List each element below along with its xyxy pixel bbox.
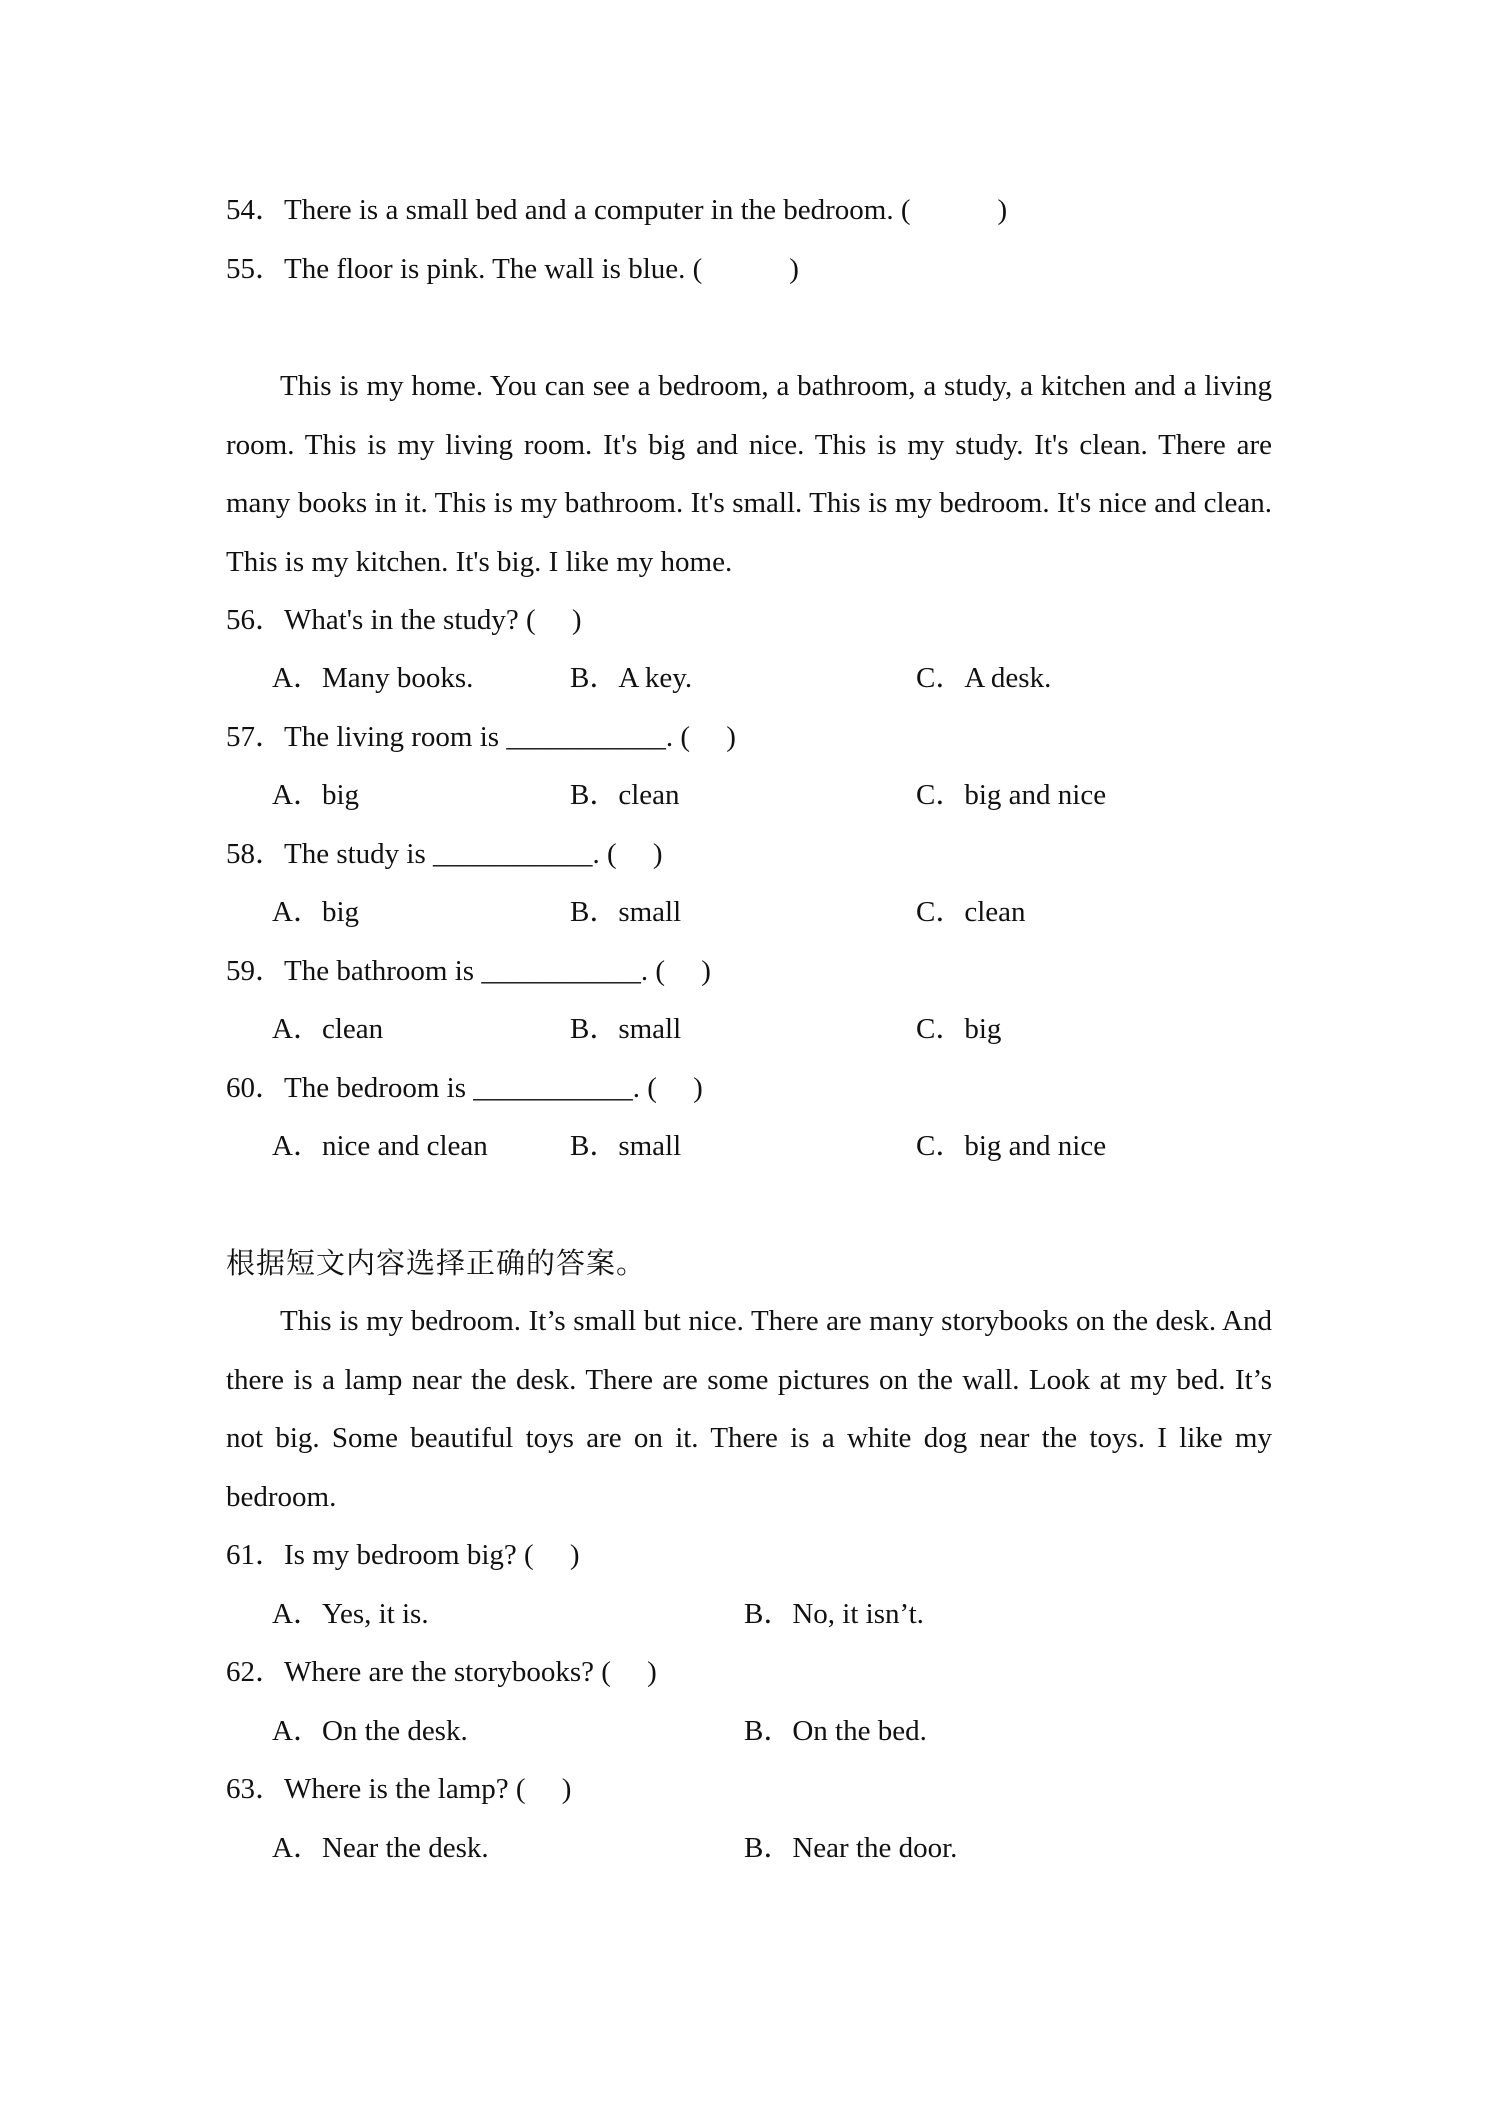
question-57: 57．The living room is ___________. ( ) <box>226 721 736 753</box>
question-62: 62．Where are the storybooks? ( ) <box>226 1656 657 1688</box>
option-56-c: C．A desk. <box>916 662 1052 694</box>
option-58-c: C．clean <box>916 896 1026 928</box>
passage-bedroom: This is my bedroom. It’s small but nice. There are many storybooks on the desk. And there is a lamp near the desk. There are some pictures on the wall. Look at my bed. It’s not big. Some beautiful toys are on it. There is a white dog near the toys. I like my bedroom. <box>226 1305 1272 1513</box>
question-54: 54．There is a small bed and a computer in the bedroom. ( ) <box>226 194 1008 226</box>
option-59-a: A．clean <box>272 1013 384 1045</box>
question-58: 58．The study is ___________. ( ) <box>226 838 663 870</box>
option-61-b: B．No, it isn’t. <box>744 1598 924 1630</box>
option-57-c: C．big and nice <box>916 779 1107 811</box>
question-56: 56．What's in the study? ( ) <box>226 604 582 636</box>
question-63: 63．Where is the lamp? ( ) <box>226 1773 572 1805</box>
option-60-c: C．big and nice <box>916 1130 1107 1162</box>
option-60-a: A．nice and clean <box>272 1130 488 1162</box>
option-57-a: A．big <box>272 779 360 811</box>
option-62-a: A．On the desk. <box>272 1715 468 1747</box>
option-56-b: B．A key. <box>570 662 693 694</box>
option-58-a: A．big <box>272 896 360 928</box>
option-56-a: A．Many books. <box>272 662 474 694</box>
option-62-b: B．On the bed. <box>744 1715 927 1747</box>
section-instruction: 根据短文内容选择正确的答案。 <box>226 1246 647 1280</box>
option-60-b: B．small <box>570 1130 682 1162</box>
option-58-b: B．small <box>570 896 682 928</box>
option-63-b: B．Near the door. <box>744 1832 958 1864</box>
question-61: 61．Is my bedroom big? ( ) <box>226 1539 580 1571</box>
option-59-c: C．big <box>916 1013 1002 1045</box>
option-63-a: A．Near the desk. <box>272 1832 489 1864</box>
question-60: 60．The bedroom is ___________. ( ) <box>226 1072 703 1104</box>
passage-home: This is my home. You can see a bedroom, a bathroom, a study, a kitchen and a living room. This is my living room. It's big and nice. This is my study. It's clean. There are many books in it. This is my bathroom. It's small. This is my bedroom. It's nice and clean. This is my kitchen. It's big. I like my home. <box>226 370 1272 578</box>
question-59: 59．The bathroom is ___________. ( ) <box>226 955 711 987</box>
question-55: 55．The floor is pink. The wall is blue. ( ) <box>226 253 799 285</box>
option-61-a: A．Yes, it is. <box>272 1598 429 1630</box>
option-59-b: B．small <box>570 1013 682 1045</box>
option-57-b: B．clean <box>570 779 680 811</box>
